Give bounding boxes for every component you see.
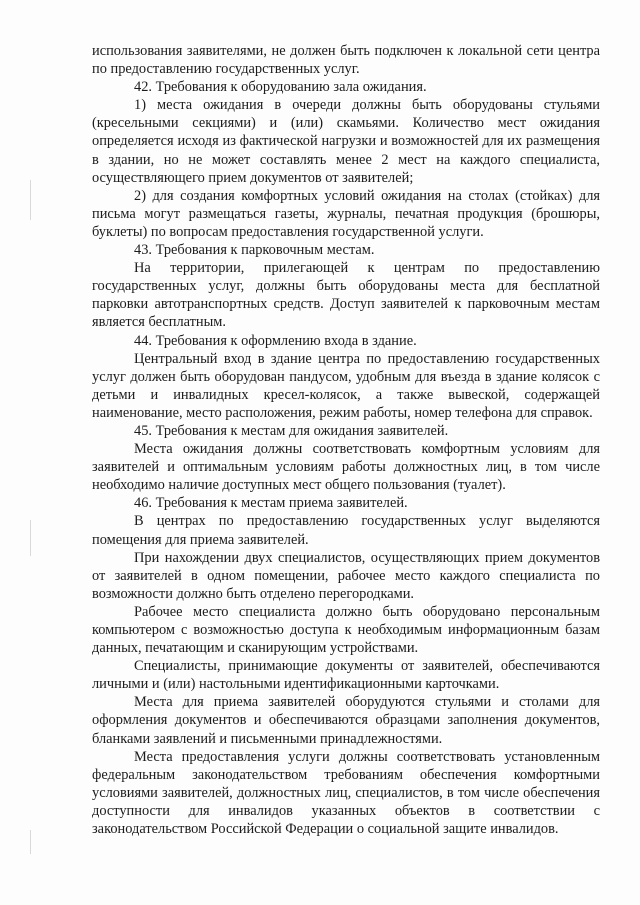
scan-artifact-line	[30, 830, 31, 854]
paragraph: Места ожидания должны соответствовать комфортным условиям для заявителей и оптимальным условиям работы должностных лиц, в том числе необходимо наличие доступных мест общего пользования (туалет).	[92, 441, 600, 494]
paragraph: 42. Требования к оборудованию зала ожидания.	[134, 79, 427, 96]
paragraph: На территории, прилегающей к центрам по предоставлению государственных услуг, должны быть оборудованы места для бесплатной парковки автотранспортных средств. Доступ заявителей к парковочным местам является бесплатным.	[92, 260, 600, 331]
scan-artifact-line	[30, 520, 31, 556]
paragraph: В центрах по предоставлению государственных услуг выделяются помещения для приема заявителей.	[92, 513, 600, 548]
paragraph: использования заявителями, не должен быть подключен к локальной сети центра по предоставлению государственных услуг.	[92, 43, 600, 78]
paragraph: Специалисты, принимающие документы от заявителей, обеспечиваются личными и (или) настольными идентификационными карточками.	[92, 658, 600, 693]
paragraph: При нахождении двух специалистов, осуществляющих прием документов от заявителей в одном помещении, рабочее место каждого специалиста по возможности должно быть отделено перегородками.	[92, 549, 600, 602]
paragraph: 46. Требования к местам приема заявителей.	[134, 495, 408, 512]
paragraph: 45. Требования к местам для ожидания заявителей.	[134, 422, 449, 439]
scan-artifact-line	[30, 180, 31, 220]
paragraph: 44. Требования к оформлению входа в здание.	[134, 332, 417, 349]
document-body	[92, 42, 600, 838]
paragraph: 1) места ожидания в очереди должны быть оборудованы стульями (кресельными секциями) и (или) скамьями. Количество мест ожидания определяется исходя из фактической нагрузки и возможностей для их размещения в здании, но не может составлять менее 2 мест на каждого специалиста, осуществляющего прием документов от заявителей;	[92, 97, 600, 186]
paragraph: Рабочее место специалиста должно быть оборудовано персональным компьютером с возможностью доступа к необходимым информационным базам данных, печатающим и сканирующим устройствами.	[92, 603, 600, 657]
paragraph: Места предоставления услуги должны соответствовать установленным федеральным законодательством требованиям обеспечения комфортными условиями заявителей, должностных лиц, специалистов, в том числе обеспечения доступности для инвалидов указанных объектов в соответствии с законодательством Российской Федерации о социальной защите инвалидов.	[92, 748, 600, 838]
paragraph: Центральный вход в здание центра по предоставлению государственных услуг должен быть оборудован пандусом, удобным для въезда в здание колясок с детьми и инвалидных кресел-колясок, а также вывеской, содержащей наименование, место расположения, режим работы, номер телефона для справок.	[92, 350, 600, 421]
paragraph: Места для приема заявителей оборудуются стульями и столами для оформления документов и обеспечиваются образцами заполнения документов, бланками заявлений и письменными принадлежностями.	[92, 694, 600, 747]
paragraph: 43. Требования к парковочным местам.	[134, 242, 375, 259]
paragraph: 2) для создания комфортных условий ожидания на столах (стойках) для письма могут размещаться газеты, журналы, печатная продукция (брошюры, буклеты) по вопросам предоставления государственной услуги.	[92, 187, 600, 240]
